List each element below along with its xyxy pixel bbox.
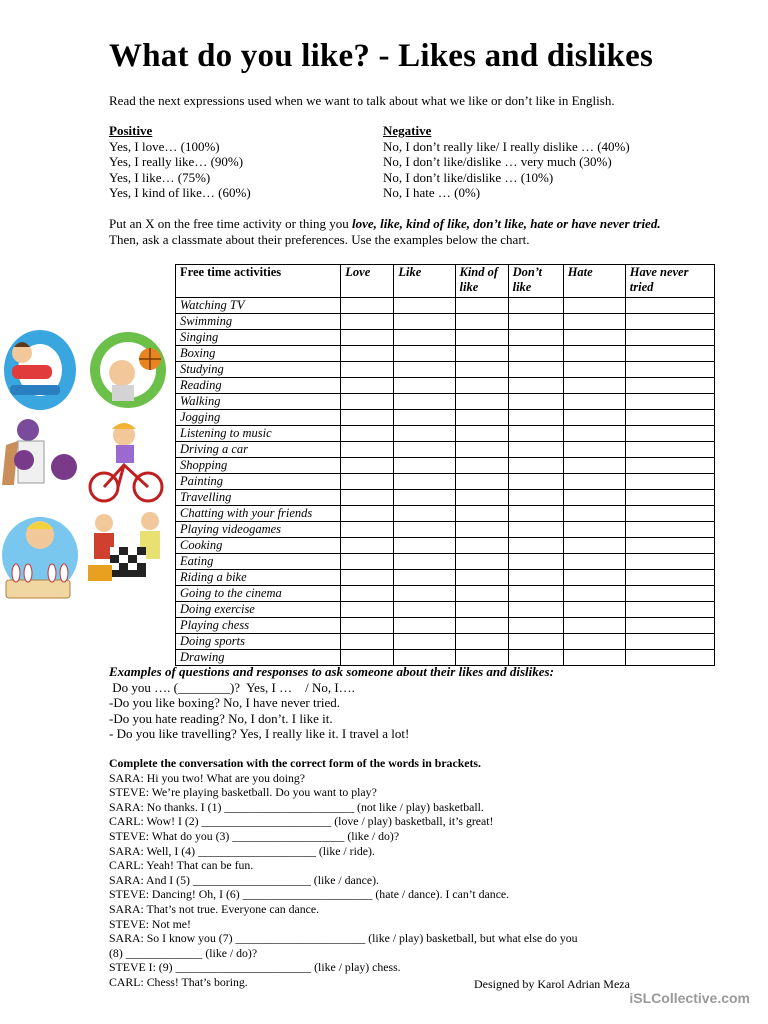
activities-chart bbox=[175, 264, 715, 666]
preference-cell[interactable] bbox=[455, 442, 508, 458]
conversation-line: STEVE I: (9) _______________________ (like / play) chess. bbox=[109, 960, 401, 975]
site-watermark: iSLCollective.com bbox=[629, 990, 750, 1006]
chart-row bbox=[176, 298, 715, 314]
preference-cell[interactable] bbox=[508, 554, 563, 570]
chart-row bbox=[176, 490, 715, 506]
chart-row bbox=[176, 426, 715, 442]
activity-name: Walking bbox=[176, 394, 341, 410]
preference-cell[interactable] bbox=[563, 362, 625, 378]
preference-cell[interactable] bbox=[508, 474, 563, 490]
preference-cell[interactable] bbox=[455, 410, 508, 426]
preference-cell[interactable] bbox=[455, 506, 508, 522]
preference-cell[interactable] bbox=[341, 570, 394, 586]
preference-cell[interactable] bbox=[508, 346, 563, 362]
preference-cell[interactable] bbox=[508, 410, 563, 426]
preference-cell[interactable] bbox=[563, 410, 625, 426]
instructions-text: Put an X on the free time activity or thing you bbox=[109, 216, 352, 231]
preference-cell[interactable] bbox=[341, 298, 394, 314]
preference-cell[interactable] bbox=[508, 490, 563, 506]
preference-cell[interactable] bbox=[341, 426, 394, 442]
conversation-line: (8) _____________ (like / do)? bbox=[109, 945, 258, 960]
activity-name: Singing bbox=[176, 330, 341, 346]
preference-cell[interactable] bbox=[341, 394, 394, 410]
preference-cell[interactable] bbox=[455, 474, 508, 490]
bowling-icon bbox=[2, 517, 78, 598]
preference-cell[interactable] bbox=[625, 346, 714, 362]
examples-heading: Examples of questions and responses to ask someone about their likes and dislikes: bbox=[109, 664, 554, 679]
preference-cell[interactable] bbox=[394, 426, 455, 442]
conversation-line: STEVE: We’re playing basketball. Do you want to play? bbox=[109, 785, 377, 800]
preference-cell[interactable] bbox=[455, 554, 508, 570]
preference-cell[interactable] bbox=[625, 634, 714, 650]
activity-name: Doing exercise bbox=[176, 602, 341, 618]
header-never-tried: Have never tried bbox=[625, 265, 714, 298]
cyclist-icon bbox=[90, 423, 162, 501]
preference-cell[interactable] bbox=[625, 442, 714, 458]
preference-cell[interactable] bbox=[455, 330, 508, 346]
preference-cell[interactable] bbox=[341, 330, 394, 346]
preference-cell[interactable] bbox=[625, 506, 714, 522]
preference-cell[interactable] bbox=[394, 330, 455, 346]
preference-cell[interactable] bbox=[455, 538, 508, 554]
chart-row bbox=[176, 538, 715, 554]
header-hate: Hate bbox=[563, 265, 625, 298]
preference-cell[interactable] bbox=[563, 650, 625, 666]
preference-cell[interactable] bbox=[341, 618, 394, 634]
chart-row bbox=[176, 442, 715, 458]
activity-name: Cooking bbox=[176, 538, 341, 554]
preference-cell[interactable] bbox=[455, 362, 508, 378]
preference-cell[interactable] bbox=[563, 586, 625, 602]
conversation-line: SARA: No thanks. I (1) ______________________ (not like / play) basketball. bbox=[109, 799, 484, 814]
preference-cell[interactable] bbox=[394, 378, 455, 394]
conversation-line: CARL: Wow! I (2) ______________________ (love / play) basketball, it’s great! bbox=[109, 814, 494, 829]
chart-body bbox=[176, 298, 715, 666]
preference-cell[interactable] bbox=[625, 426, 714, 442]
positive-item: Yes, I kind of like… (60%) bbox=[109, 185, 251, 200]
examples-section bbox=[109, 664, 554, 742]
preference-cell[interactable] bbox=[508, 394, 563, 410]
intro-text: Read the next expressions used when we want to talk about what we like or don’t like in English. bbox=[109, 93, 615, 108]
preference-cell[interactable] bbox=[625, 602, 714, 618]
preference-cell[interactable] bbox=[341, 602, 394, 618]
preference-cell[interactable] bbox=[625, 474, 714, 490]
conversation-line: STEVE: Dancing! Oh, I (6) ______________________ (hate / dance). I can’t dance. bbox=[109, 887, 510, 902]
preference-cell[interactable] bbox=[394, 522, 455, 538]
negative-item: No, I hate … (0%) bbox=[383, 185, 481, 200]
preference-cell[interactable] bbox=[625, 490, 714, 506]
preference-cell[interactable] bbox=[341, 458, 394, 474]
header-like: Like bbox=[394, 265, 455, 298]
preference-cell[interactable] bbox=[394, 490, 455, 506]
preference-cell[interactable] bbox=[394, 394, 455, 410]
conversation-line: STEVE: What do you (3) ___________________ (like / do)? bbox=[109, 828, 400, 843]
negative-item: No, I don’t like/dislike … (10%) bbox=[383, 169, 554, 185]
preference-cell[interactable] bbox=[341, 474, 394, 490]
preference-cell[interactable] bbox=[563, 522, 625, 538]
chart-row bbox=[176, 634, 715, 650]
preference-cell[interactable] bbox=[455, 634, 508, 650]
preference-cell[interactable] bbox=[341, 586, 394, 602]
preference-cell[interactable] bbox=[508, 570, 563, 586]
preference-cell[interactable] bbox=[455, 602, 508, 618]
activity-name: Watching TV bbox=[176, 298, 341, 314]
preference-cell[interactable] bbox=[563, 458, 625, 474]
preference-cell[interactable] bbox=[455, 490, 508, 506]
basketball-player-icon bbox=[90, 332, 166, 408]
preference-cell[interactable] bbox=[394, 586, 455, 602]
preference-cell[interactable] bbox=[455, 586, 508, 602]
example-line: -Do you like boxing? No, I have never tried. bbox=[109, 695, 341, 710]
activity-name: Driving a car bbox=[176, 442, 341, 458]
preference-cell[interactable] bbox=[341, 442, 394, 458]
conversation-line: SARA: Hi you two! What are you doing? bbox=[109, 770, 306, 785]
preference-cell[interactable] bbox=[394, 506, 455, 522]
preference-cell[interactable] bbox=[341, 490, 394, 506]
conversation-section bbox=[109, 756, 578, 990]
chart-header-row bbox=[176, 265, 715, 298]
preference-cell[interactable] bbox=[625, 314, 714, 330]
activity-name: Listening to music bbox=[176, 426, 341, 442]
preference-cell[interactable] bbox=[508, 538, 563, 554]
conversation-heading: Complete the conversation with the correct form of the words in brackets. bbox=[109, 756, 481, 770]
preference-cell[interactable] bbox=[341, 506, 394, 522]
preference-cell[interactable] bbox=[394, 618, 455, 634]
example-line: Do you …. (________)? Yes, I … / No, I…. bbox=[109, 679, 355, 695]
activity-name: Painting bbox=[176, 474, 341, 490]
activity-name: Playing chess bbox=[176, 618, 341, 634]
chart-row bbox=[176, 586, 715, 602]
preference-cell[interactable] bbox=[625, 362, 714, 378]
preference-cell[interactable] bbox=[508, 586, 563, 602]
preference-cell[interactable] bbox=[455, 458, 508, 474]
boxer-icon bbox=[2, 419, 77, 485]
page-title: What do you like? - Likes and dislikes bbox=[109, 38, 653, 74]
swimmer-icon bbox=[4, 330, 76, 410]
preference-cell[interactable] bbox=[625, 570, 714, 586]
preference-cell[interactable] bbox=[625, 298, 714, 314]
preference-cell[interactable] bbox=[563, 474, 625, 490]
preference-cell[interactable] bbox=[455, 298, 508, 314]
preference-cell[interactable] bbox=[455, 570, 508, 586]
preference-cell[interactable] bbox=[625, 586, 714, 602]
positive-item: Yes, I love… (100%) bbox=[109, 138, 220, 154]
preference-cell[interactable] bbox=[341, 378, 394, 394]
conversation-line: SARA: That’s not true. Everyone can dance. bbox=[109, 901, 320, 916]
preference-cell[interactable] bbox=[394, 474, 455, 490]
negative-list bbox=[383, 123, 630, 201]
preference-cell[interactable] bbox=[455, 394, 508, 410]
chart-row bbox=[176, 602, 715, 618]
preference-cell[interactable] bbox=[508, 522, 563, 538]
preference-cell[interactable] bbox=[455, 618, 508, 634]
preference-cell[interactable] bbox=[508, 426, 563, 442]
activity-name: Travelling bbox=[176, 490, 341, 506]
activity-name: Riding a bike bbox=[176, 570, 341, 586]
chart-row bbox=[176, 362, 715, 378]
preference-cell[interactable] bbox=[563, 538, 625, 554]
preference-cell[interactable] bbox=[625, 522, 714, 538]
preference-cell[interactable] bbox=[341, 346, 394, 362]
example-line: -Do you hate reading? No, I don’t. I like it. bbox=[109, 710, 333, 726]
preference-cell[interactable] bbox=[508, 330, 563, 346]
instructions-line-2: Then, ask a classmate about their preferences. Use the examples below the chart. bbox=[109, 232, 530, 247]
positive-item: Yes, I really like… (90%) bbox=[109, 154, 244, 169]
preference-cell[interactable] bbox=[341, 538, 394, 554]
negative-item: No, I don’t like/dislike … very much (30%) bbox=[383, 154, 612, 169]
chart-row bbox=[176, 618, 715, 634]
header-love: Love bbox=[341, 265, 394, 298]
chart-row bbox=[176, 330, 715, 346]
conversation-line: CARL: Chess! That’s boring. bbox=[109, 974, 248, 989]
preference-cell[interactable] bbox=[563, 618, 625, 634]
negative-item: No, I don’t really like/ I really dislike … (40%) bbox=[383, 138, 630, 154]
preference-cell[interactable] bbox=[563, 506, 625, 522]
chart-row bbox=[176, 522, 715, 538]
activity-name: Doing sports bbox=[176, 634, 341, 650]
preference-cell[interactable] bbox=[394, 554, 455, 570]
conversation-line: CARL: Yeah! That can be fun. bbox=[109, 858, 254, 873]
preference-cell[interactable] bbox=[625, 538, 714, 554]
conversation-line: STEVE: Not me! bbox=[109, 916, 191, 931]
conversation-lines bbox=[109, 771, 578, 990]
activity-clipart bbox=[0, 325, 172, 605]
chart-row bbox=[176, 314, 715, 330]
preference-cell[interactable] bbox=[508, 442, 563, 458]
preference-cell[interactable] bbox=[341, 522, 394, 538]
preference-cell[interactable] bbox=[563, 298, 625, 314]
activity-name: Studying bbox=[176, 362, 341, 378]
preference-cell[interactable] bbox=[563, 602, 625, 618]
activity-name: Going to the cinema bbox=[176, 586, 341, 602]
chart-row bbox=[176, 474, 715, 490]
preference-cell[interactable] bbox=[625, 410, 714, 426]
preference-cell[interactable] bbox=[394, 442, 455, 458]
header-kind-of-like: Kind of like bbox=[455, 265, 508, 298]
activity-name: Boxing bbox=[176, 346, 341, 362]
preference-cell[interactable] bbox=[508, 602, 563, 618]
preference-cell[interactable] bbox=[563, 570, 625, 586]
instructions-line-1 bbox=[109, 216, 661, 232]
preference-cell[interactable] bbox=[394, 538, 455, 554]
positive-item: Yes, I like… (75%) bbox=[109, 169, 211, 185]
chart-row bbox=[176, 554, 715, 570]
preference-cell[interactable] bbox=[508, 634, 563, 650]
chart-row bbox=[176, 410, 715, 426]
preference-cell[interactable] bbox=[341, 634, 394, 650]
preference-cell[interactable] bbox=[394, 314, 455, 330]
preference-cell[interactable] bbox=[394, 570, 455, 586]
positive-heading: Positive bbox=[109, 123, 153, 138]
preference-cell[interactable] bbox=[455, 346, 508, 362]
chart-row bbox=[176, 394, 715, 410]
activity-name: Eating bbox=[176, 554, 341, 570]
preference-cell[interactable] bbox=[394, 410, 455, 426]
preference-cell[interactable] bbox=[394, 298, 455, 314]
preference-cell[interactable] bbox=[455, 522, 508, 538]
preference-cell[interactable] bbox=[625, 650, 714, 666]
preference-cell[interactable] bbox=[625, 330, 714, 346]
preference-cell[interactable] bbox=[563, 442, 625, 458]
preference-cell[interactable] bbox=[341, 554, 394, 570]
preference-cell[interactable] bbox=[563, 330, 625, 346]
preference-cell[interactable] bbox=[625, 378, 714, 394]
preference-cell[interactable] bbox=[563, 314, 625, 330]
preference-cell[interactable] bbox=[394, 634, 455, 650]
activity-name: Reading bbox=[176, 378, 341, 394]
chart-row bbox=[176, 346, 715, 362]
preference-cell[interactable] bbox=[508, 506, 563, 522]
chart-row bbox=[176, 570, 715, 586]
preference-cell[interactable] bbox=[394, 458, 455, 474]
preference-cell[interactable] bbox=[455, 426, 508, 442]
negative-heading: Negative bbox=[383, 123, 432, 138]
preference-cell[interactable] bbox=[394, 602, 455, 618]
preference-cell[interactable] bbox=[563, 634, 625, 650]
preference-cell[interactable] bbox=[508, 458, 563, 474]
preference-cell[interactable] bbox=[563, 426, 625, 442]
chart-row bbox=[176, 378, 715, 394]
preference-cell[interactable] bbox=[563, 346, 625, 362]
preference-cell[interactable] bbox=[625, 458, 714, 474]
preference-cell[interactable] bbox=[563, 378, 625, 394]
activity-name: Jogging bbox=[176, 410, 341, 426]
header-dont-like: Don’t like bbox=[508, 265, 563, 298]
instructions bbox=[109, 216, 661, 248]
preference-cell[interactable] bbox=[394, 346, 455, 362]
preference-cell[interactable] bbox=[508, 314, 563, 330]
designer-credit: Designed by Karol Adrian Meza bbox=[474, 977, 630, 991]
preference-cell[interactable] bbox=[341, 362, 394, 378]
conversation-line: SARA: And I (5) ____________________ (like / dance). bbox=[109, 872, 379, 887]
preference-cell[interactable] bbox=[625, 618, 714, 634]
preference-cell[interactable] bbox=[563, 554, 625, 570]
positive-list bbox=[109, 123, 251, 201]
conversation-line: SARA: Well, I (4) ____________________ (like / ride). bbox=[109, 843, 375, 858]
preference-cell[interactable] bbox=[341, 314, 394, 330]
example-line: - Do you like travelling? Yes, I really like it. I travel a lot! bbox=[109, 726, 410, 741]
preference-cell[interactable] bbox=[625, 394, 714, 410]
preference-cell[interactable] bbox=[341, 410, 394, 426]
instructions-emphasis: love, like, kind of like, don’t like, hate or have never tried. bbox=[351, 216, 661, 231]
preference-cell[interactable] bbox=[508, 378, 563, 394]
preference-cell[interactable] bbox=[563, 394, 625, 410]
preference-cell[interactable] bbox=[508, 362, 563, 378]
preference-cell[interactable] bbox=[625, 554, 714, 570]
chart-row bbox=[176, 506, 715, 522]
activity-name: Drawing bbox=[176, 650, 341, 666]
preference-cell[interactable] bbox=[508, 618, 563, 634]
conversation-line: SARA: So I know you (7) ______________________ (like / play) basketball, but what else do you bbox=[109, 931, 578, 946]
activity-name: Shopping bbox=[176, 458, 341, 474]
chart-row bbox=[176, 458, 715, 474]
chess-players-icon bbox=[88, 512, 160, 581]
activity-name: Swimming bbox=[176, 314, 341, 330]
preference-cell[interactable] bbox=[394, 362, 455, 378]
preference-cell[interactable] bbox=[455, 314, 508, 330]
preference-cell[interactable] bbox=[455, 378, 508, 394]
header-activities: Free time activities bbox=[176, 265, 341, 298]
preference-cell[interactable] bbox=[508, 298, 563, 314]
preference-cell[interactable] bbox=[563, 490, 625, 506]
activity-name: Playing videogames bbox=[176, 522, 341, 538]
activity-name: Chatting with your friends bbox=[176, 506, 341, 522]
